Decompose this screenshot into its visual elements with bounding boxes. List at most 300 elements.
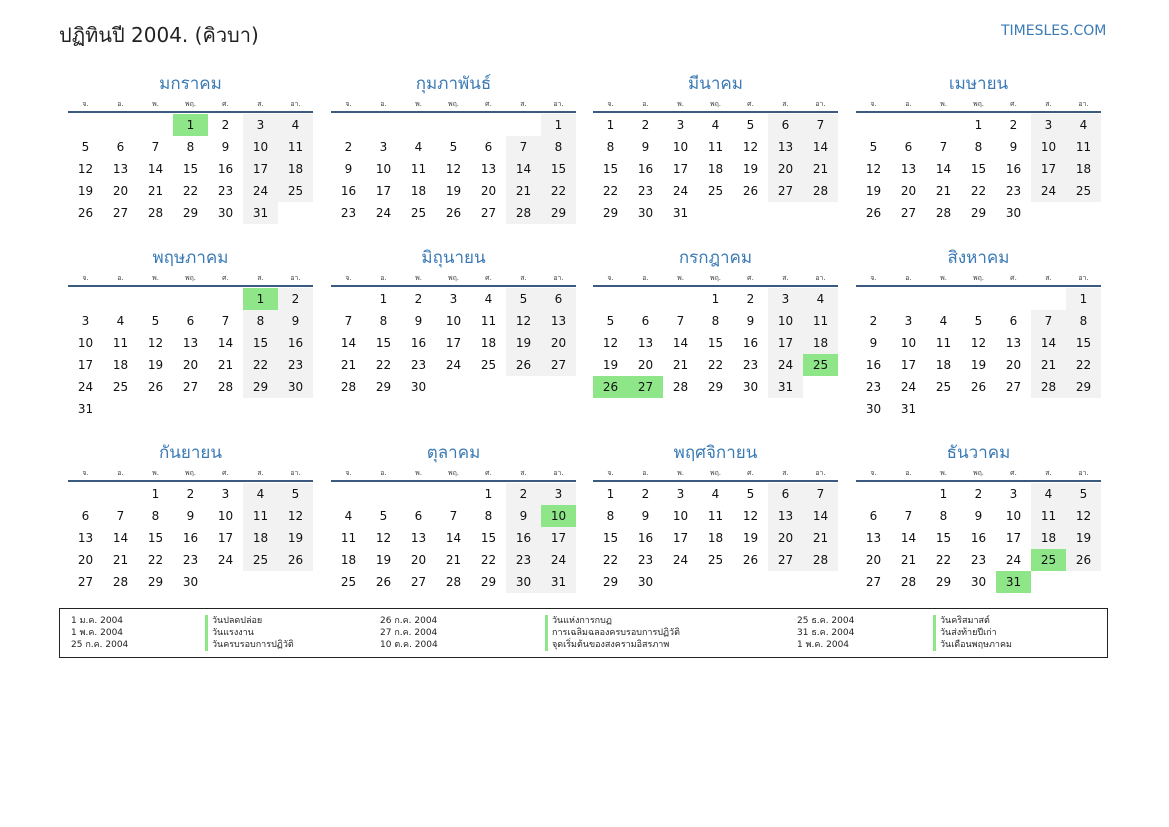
day-cell: 29 — [541, 202, 576, 224]
day-cell: 22 — [243, 354, 278, 376]
day-cell: 12 — [445, 162, 462, 176]
day-cell: 20 — [77, 553, 94, 567]
day-cell: 9 — [641, 140, 650, 154]
empty-cell — [891, 483, 926, 505]
weekday-label: พฤ. — [972, 469, 985, 477]
weekday-label: พ. — [152, 100, 159, 108]
weekday-label: อ. — [380, 100, 387, 108]
day-cell: 5 — [506, 288, 541, 310]
day-cell: 14 — [935, 162, 952, 176]
day-cell: 24 — [217, 553, 234, 567]
day-cell: 3 — [243, 114, 278, 136]
day-cell: 9 — [1009, 140, 1018, 154]
holiday-date: 1 พ.ค. 2004 — [797, 640, 850, 650]
day-cell: 18 — [480, 336, 497, 350]
day-cell: 16 — [970, 531, 987, 545]
day-cell: 22 — [375, 358, 392, 372]
weekday-label: อา. — [1078, 100, 1089, 108]
day-cell: 30 — [278, 376, 313, 398]
day-cell: 1 — [1066, 288, 1101, 310]
day-cell: 12 — [970, 336, 987, 350]
day-cell: 29 — [602, 206, 619, 220]
day-cell: 26 — [445, 206, 462, 220]
weekday-label: ส. — [1045, 469, 1052, 477]
day-cell: 17 — [900, 358, 917, 372]
day-cell: 28 — [506, 202, 541, 224]
day-cell: 27 — [541, 354, 576, 376]
weekday-label: อ. — [905, 100, 912, 108]
day-cell: 22 — [970, 184, 987, 198]
weekday-label: ส. — [782, 274, 789, 282]
day-cell: 26 — [742, 553, 759, 567]
day-cell: 29 — [243, 376, 278, 398]
empty-cell — [506, 114, 541, 136]
day-cell: 14 — [1031, 332, 1066, 354]
month-name: เมษายน — [948, 74, 1009, 94]
day-cell: 28 — [803, 549, 838, 571]
day-cell: 7 — [151, 140, 160, 154]
weekday-label: ศ. — [747, 100, 754, 108]
day-cell: 1 — [243, 288, 278, 310]
day-cell: 2 — [186, 487, 195, 501]
weekday-label: พ. — [677, 100, 684, 108]
weekday-label: ศ. — [747, 469, 754, 477]
day-cell: 27 — [1005, 380, 1022, 394]
weekday-label: จ. — [345, 274, 352, 282]
day-cell: 23 — [970, 553, 987, 567]
day-cell: 15 — [243, 332, 278, 354]
day-cell: 2 — [746, 292, 755, 306]
day-cell: 12 — [742, 140, 759, 154]
day-cell: 3 — [676, 118, 685, 132]
holiday-name: วันแห่งการกบฏ — [545, 615, 612, 627]
day-grid — [593, 288, 838, 398]
day-cell: 25 — [410, 206, 427, 220]
weekday-label: อา. — [290, 100, 301, 108]
day-cell: 16 — [278, 332, 313, 354]
empty-cell — [926, 114, 961, 136]
day-cell: 4 — [414, 140, 423, 154]
day-cell: 5 — [449, 140, 458, 154]
day-cell: 11 — [112, 336, 129, 350]
day-cell: 2 — [344, 140, 353, 154]
day-cell: 14 — [445, 531, 462, 545]
month-block — [331, 245, 576, 398]
holiday-entry — [60, 639, 1107, 651]
day-cell: 30 — [865, 402, 882, 416]
day-cell: 9 — [186, 509, 195, 523]
holiday-date: 1 ม.ค. 2004 — [71, 616, 124, 626]
weekday-label: อา. — [815, 469, 826, 477]
page-title: ปฏิทินปี 2004. (คิวบา) — [59, 23, 259, 47]
empty-cell — [1031, 288, 1066, 310]
site-link[interactable]: TIMESLES.COM — [1001, 23, 1107, 39]
month-name: กุมภาพันธ์ — [415, 74, 492, 94]
day-cell: 20 — [768, 158, 803, 180]
day-cell: 28 — [147, 206, 164, 220]
day-cell: 21 — [935, 184, 952, 198]
day-cell: 3 — [904, 314, 913, 328]
day-cell: 30 — [182, 575, 199, 589]
day-cell: 13 — [865, 531, 882, 545]
month-block — [68, 440, 313, 593]
day-grid — [68, 114, 313, 224]
day-cell: 8 — [606, 509, 615, 523]
day-cell: 14 — [900, 531, 917, 545]
empty-cell — [401, 114, 436, 136]
day-cell: 1 — [606, 118, 615, 132]
day-cell: 19 — [445, 184, 462, 198]
day-cell: 27 — [77, 575, 94, 589]
day-cell: 26 — [1066, 549, 1101, 571]
day-cell: 20 — [768, 527, 803, 549]
day-cell: 21 — [1031, 354, 1066, 376]
weekday-label: พ. — [940, 469, 947, 477]
day-cell: 14 — [217, 336, 234, 350]
day-cell: 7 — [676, 314, 685, 328]
day-cell: 10 — [672, 509, 689, 523]
day-cell: 9 — [974, 509, 983, 523]
day-cell: 28 — [803, 180, 838, 202]
day-cell: 8 — [186, 140, 195, 154]
day-cell: 15 — [480, 531, 497, 545]
day-cell: 20 — [410, 553, 427, 567]
day-cell: 15 — [375, 336, 392, 350]
day-cell: 1 — [379, 292, 388, 306]
day-cell: 2 — [641, 487, 650, 501]
day-cell: 1 — [939, 487, 948, 501]
day-cell: 21 — [900, 553, 917, 567]
day-cell: 31 — [243, 202, 278, 224]
empty-cell — [138, 114, 173, 136]
day-cell: 22 — [602, 553, 619, 567]
day-cell: 15 — [602, 531, 619, 545]
empty-cell — [891, 114, 926, 136]
day-cell: 4 — [803, 288, 838, 310]
day-cell: 15 — [182, 162, 199, 176]
day-cell: 14 — [112, 531, 129, 545]
holiday-date: 27 ก.ค. 2004 — [380, 628, 438, 638]
day-cell: 17 — [217, 531, 234, 545]
day-cell: 9 — [344, 162, 353, 176]
day-cell: 27 — [865, 575, 882, 589]
day-cell: 21 — [112, 553, 129, 567]
weekday-label: พฤ. — [184, 274, 197, 282]
weekday-label: พ. — [677, 469, 684, 477]
day-cell: 24 — [1005, 553, 1022, 567]
day-cell: 12 — [1066, 505, 1101, 527]
day-cell: 5 — [81, 140, 90, 154]
holiday-date: 31 ธ.ค. 2004 — [797, 628, 855, 638]
weekday-label: อ. — [380, 274, 387, 282]
day-cell: 11 — [480, 314, 497, 328]
day-cell: 15 — [970, 162, 987, 176]
day-cell: 16 — [637, 531, 654, 545]
weekday-label: อ. — [117, 274, 124, 282]
day-cell: 20 — [1005, 358, 1022, 372]
weekday-label: ศ. — [485, 469, 492, 477]
weekday-label: อ. — [642, 274, 649, 282]
day-cell: 16 — [217, 162, 234, 176]
day-cell: 22 — [480, 553, 497, 567]
day-cell: 18 — [278, 158, 313, 180]
day-cell: 21 — [445, 553, 462, 567]
empty-cell — [103, 288, 138, 310]
day-cell: 29 — [182, 206, 199, 220]
day-cell: 13 — [768, 505, 803, 527]
day-cell: 13 — [480, 162, 497, 176]
empty-cell — [138, 288, 173, 310]
day-cell: 2 — [414, 292, 423, 306]
day-cell: 21 — [217, 358, 234, 372]
day-cell: 2 — [278, 288, 313, 310]
weekday-label: ศ. — [485, 100, 492, 108]
day-cell: 7 — [506, 136, 541, 158]
day-cell: 8 — [1066, 310, 1101, 332]
weekday-label: พ. — [152, 274, 159, 282]
weekday-label: ศ. — [485, 274, 492, 282]
day-cell: 21 — [803, 158, 838, 180]
day-cell: 9 — [746, 314, 755, 328]
day-cell: 3 — [1031, 114, 1066, 136]
day-cell: 17 — [445, 336, 462, 350]
weekday-label: อา. — [553, 469, 564, 477]
day-cell: 23 — [278, 354, 313, 376]
empty-cell — [173, 288, 208, 310]
day-cell: 25 — [112, 380, 129, 394]
day-cell: 10 — [1005, 509, 1022, 523]
day-cell: 7 — [904, 509, 913, 523]
day-cell: 7 — [221, 314, 230, 328]
day-cell: 11 — [410, 162, 427, 176]
day-cell: 17 — [1031, 158, 1066, 180]
day-cell: 13 — [1005, 336, 1022, 350]
weekday-label: จ. — [345, 469, 352, 477]
day-cell: 25 — [340, 575, 357, 589]
day-cell: 3 — [676, 487, 685, 501]
day-cell: 30 — [637, 575, 654, 589]
weekday-header — [856, 271, 1101, 287]
weekday-label: จ. — [82, 100, 89, 108]
day-cell: 26 — [375, 575, 392, 589]
day-cell: 19 — [506, 332, 541, 354]
weekday-label: พฤ. — [447, 274, 460, 282]
day-cell: 16 — [506, 527, 541, 549]
day-cell: 10 — [900, 336, 917, 350]
day-cell: 12 — [278, 505, 313, 527]
month-block — [593, 71, 838, 224]
day-cell: 6 — [904, 140, 913, 154]
weekday-label: พฤ. — [447, 469, 460, 477]
day-cell: 13 — [410, 531, 427, 545]
day-cell: 4 — [1031, 483, 1066, 505]
day-cell: 30 — [970, 575, 987, 589]
month-name: ตุลาคม — [426, 443, 481, 463]
weekday-label: ส. — [1045, 100, 1052, 108]
day-cell: 15 — [541, 158, 576, 180]
day-cell: 15 — [707, 336, 724, 350]
empty-cell — [856, 114, 891, 136]
day-cell: 15 — [935, 531, 952, 545]
weekday-label: ส. — [520, 274, 527, 282]
day-cell: 23 — [217, 184, 234, 198]
day-cell: 25 — [480, 358, 497, 372]
day-cell: 27 — [410, 575, 427, 589]
day-cell: 18 — [243, 527, 278, 549]
weekday-label: พฤ. — [709, 469, 722, 477]
month-block — [331, 440, 576, 593]
day-cell: 30 — [1005, 206, 1022, 220]
day-cell: 25 — [803, 354, 838, 376]
empty-cell — [331, 483, 366, 505]
day-cell: 26 — [147, 380, 164, 394]
day-cell: 2 — [506, 483, 541, 505]
day-cell: 20 — [480, 184, 497, 198]
day-cell: 21 — [340, 358, 357, 372]
month-block — [856, 440, 1101, 593]
holiday-name: วันครบรอบการปฏิวัติ — [205, 639, 294, 651]
weekday-label: อ. — [642, 100, 649, 108]
day-cell: 8 — [974, 140, 983, 154]
day-cell: 17 — [243, 158, 278, 180]
day-cell: 16 — [410, 336, 427, 350]
weekday-label: พ. — [940, 274, 947, 282]
day-cell: 4 — [484, 292, 493, 306]
empty-cell — [926, 288, 961, 310]
weekday-label: อ. — [117, 469, 124, 477]
day-cell: 1 — [606, 487, 615, 501]
day-cell: 20 — [900, 184, 917, 198]
weekday-header — [331, 271, 576, 287]
weekday-label: อา. — [290, 469, 301, 477]
day-cell: 16 — [637, 162, 654, 176]
day-cell: 6 — [484, 140, 493, 154]
day-cell: 4 — [711, 487, 720, 501]
day-cell: 24 — [541, 549, 576, 571]
day-cell: 27 — [628, 376, 663, 398]
weekday-label: พฤ. — [972, 274, 985, 282]
day-cell: 25 — [935, 380, 952, 394]
empty-cell — [593, 288, 628, 310]
day-cell: 16 — [865, 358, 882, 372]
day-cell: 26 — [278, 549, 313, 571]
day-cell: 16 — [340, 184, 357, 198]
day-cell: 14 — [803, 505, 838, 527]
weekday-label: ส. — [257, 100, 264, 108]
day-cell: 19 — [278, 527, 313, 549]
holiday-date: 25 ก.ค. 2004 — [71, 640, 129, 650]
day-cell: 3 — [768, 288, 803, 310]
holiday-name: วันส่งท้ายปีเก่า — [933, 627, 997, 639]
weekday-header — [68, 466, 313, 482]
day-cell: 25 — [243, 549, 278, 571]
day-cell: 5 — [974, 314, 983, 328]
holiday-name: วันแรงงาน — [205, 627, 254, 639]
weekday-label: จ. — [870, 274, 877, 282]
day-cell: 5 — [606, 314, 615, 328]
day-cell: 24 — [243, 180, 278, 202]
day-cell: 11 — [243, 505, 278, 527]
day-cell: 10 — [77, 336, 94, 350]
day-cell: 28 — [900, 575, 917, 589]
day-cell: 2 — [641, 118, 650, 132]
day-cell: 4 — [278, 114, 313, 136]
day-cell: 21 — [672, 358, 689, 372]
weekday-label: พ. — [677, 274, 684, 282]
day-cell: 30 — [742, 380, 759, 394]
day-cell: 10 — [445, 314, 462, 328]
day-grid — [331, 483, 576, 593]
day-grid — [856, 114, 1101, 224]
weekday-label: ศ. — [222, 274, 229, 282]
day-cell: 8 — [606, 140, 615, 154]
day-cell: 3 — [449, 292, 458, 306]
day-cell: 12 — [742, 509, 759, 523]
day-cell: 21 — [803, 527, 838, 549]
day-cell: 17 — [672, 162, 689, 176]
weekday-label: พ. — [152, 469, 159, 477]
empty-cell — [961, 288, 996, 310]
weekday-label: อ. — [905, 469, 912, 477]
day-cell: 10 — [217, 509, 234, 523]
day-cell: 30 — [637, 206, 654, 220]
day-cell: 4 — [344, 509, 353, 523]
day-cell: 19 — [602, 358, 619, 372]
day-cell: 3 — [541, 483, 576, 505]
day-grid — [856, 288, 1101, 420]
day-cell: 13 — [900, 162, 917, 176]
month-block — [331, 71, 576, 224]
day-cell: 29 — [1066, 376, 1101, 398]
weekday-label: ส. — [257, 274, 264, 282]
day-cell: 1 — [484, 487, 493, 501]
day-grid — [68, 288, 313, 420]
day-cell: 17 — [541, 527, 576, 549]
day-cell: 4 — [939, 314, 948, 328]
holiday-date: 1 พ.ค. 2004 — [71, 628, 124, 638]
day-cell: 7 — [803, 483, 838, 505]
weekday-label: จ. — [345, 100, 352, 108]
day-cell: 22 — [147, 553, 164, 567]
weekday-label: อา. — [1078, 469, 1089, 477]
day-cell: 23 — [340, 206, 357, 220]
month-name: มิถุนายน — [421, 248, 486, 268]
day-cell: 17 — [375, 184, 392, 198]
day-cell: 5 — [151, 314, 160, 328]
day-cell: 5 — [746, 487, 755, 501]
day-cell: 8 — [939, 509, 948, 523]
day-cell: 8 — [151, 509, 160, 523]
day-cell: 6 — [414, 509, 423, 523]
day-cell: 6 — [768, 483, 803, 505]
day-cell: 24 — [1031, 180, 1066, 202]
day-cell: 19 — [1066, 527, 1101, 549]
day-cell: 23 — [865, 380, 882, 394]
day-cell: 6 — [768, 114, 803, 136]
day-cell: 9 — [278, 310, 313, 332]
day-cell: 1 — [974, 118, 983, 132]
day-cell: 14 — [803, 136, 838, 158]
day-cell: 5 — [278, 483, 313, 505]
day-cell: 31 — [77, 402, 94, 416]
day-cell: 6 — [116, 140, 125, 154]
empty-cell — [331, 114, 366, 136]
day-cell: 25 — [1031, 549, 1066, 571]
empty-cell — [996, 288, 1031, 310]
day-cell: 19 — [375, 553, 392, 567]
day-cell: 12 — [147, 336, 164, 350]
day-cell: 8 — [711, 314, 720, 328]
